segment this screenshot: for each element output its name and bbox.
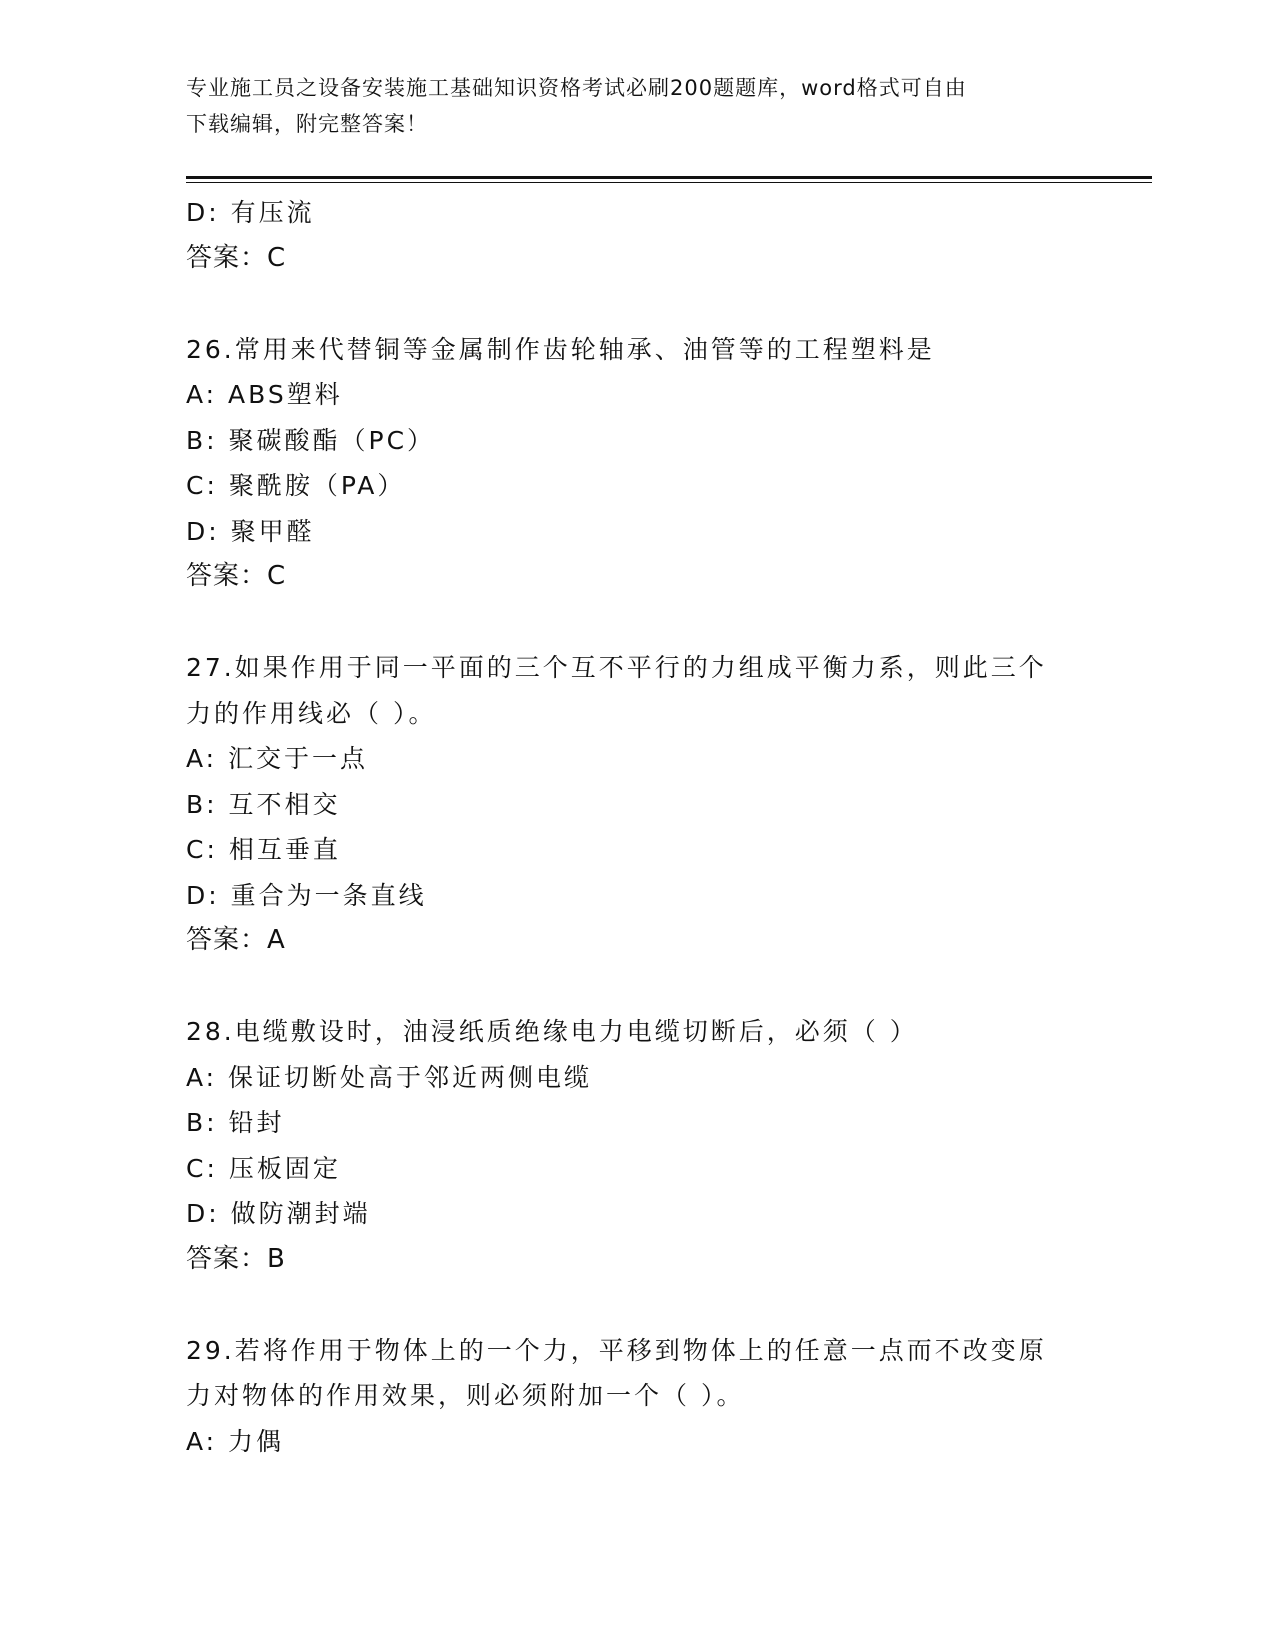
spacer xyxy=(186,1282,1086,1328)
question-list xyxy=(186,190,1086,1464)
question-stem: 27.如果作用于同一平面的三个互不平行的力组成平衡力系，则此三个 xyxy=(186,653,1047,682)
question-26 xyxy=(186,327,1086,600)
option-d: D: 聚甲醛 xyxy=(186,516,315,546)
header-line-1: 专业施工员之设备安装施工基础知识资格考试必刷200题题库，word格式可自由 xyxy=(186,76,967,100)
option-a: A: 保证切断处高于邻近两侧电缆 xyxy=(186,1062,593,1092)
option-d: D: 做防潮封端 xyxy=(186,1199,371,1228)
question-stem-continued: 力对物体的作用效果，则必须附加一个（ ）。 xyxy=(186,1381,745,1410)
option-c: C: 聚酰胺（PA） xyxy=(186,471,406,500)
option-b: B: 铅封 xyxy=(186,1108,285,1137)
option-a: A: ABS塑料 xyxy=(186,380,343,409)
question-stem: 26.常用来代替铜等金属制作齿轮轴承、油管等的工程塑料是 xyxy=(186,334,935,364)
answer-line: 答案：A xyxy=(186,925,286,955)
option-b: B: 互不相交 xyxy=(186,789,341,819)
question-stem-continued: 力的作用线必（ ）。 xyxy=(186,698,437,728)
answer-line: 答案：B xyxy=(186,1243,286,1274)
spacer xyxy=(186,600,1086,646)
header-divider-thin xyxy=(186,182,1152,183)
option-b: B: 聚碳酸酯（PC） xyxy=(186,425,436,455)
header-divider-thick xyxy=(186,176,1152,179)
option-a: A: 力偶 xyxy=(186,1426,285,1456)
answer-line: 答案：C xyxy=(186,561,287,591)
option-a: A: 汇交于一点 xyxy=(186,744,369,773)
answer-line: 答案：C xyxy=(186,242,287,273)
question-28 xyxy=(186,1009,1086,1282)
spacer xyxy=(186,964,1086,1010)
document-header xyxy=(186,70,1066,142)
question-27 xyxy=(186,645,1086,964)
header-line-2: 下载编辑，附完整答案！ xyxy=(186,112,428,136)
question-continuation xyxy=(186,190,1086,281)
option-c: C: 相互垂直 xyxy=(186,835,341,864)
option-d: D: 重合为一条直线 xyxy=(186,880,427,910)
option-d: D: 有压流 xyxy=(186,198,315,227)
question-stem: 28.电缆敷设时，油浸纸质绝缘电力电缆切断后，必须（ ） xyxy=(186,1017,918,1046)
question-stem: 29.若将作用于物体上的一个力，平移到物体上的任意一点而不改变原 xyxy=(186,1335,1047,1365)
question-29 xyxy=(186,1328,1086,1465)
option-c: C: 压板固定 xyxy=(186,1153,341,1183)
spacer xyxy=(186,281,1086,327)
